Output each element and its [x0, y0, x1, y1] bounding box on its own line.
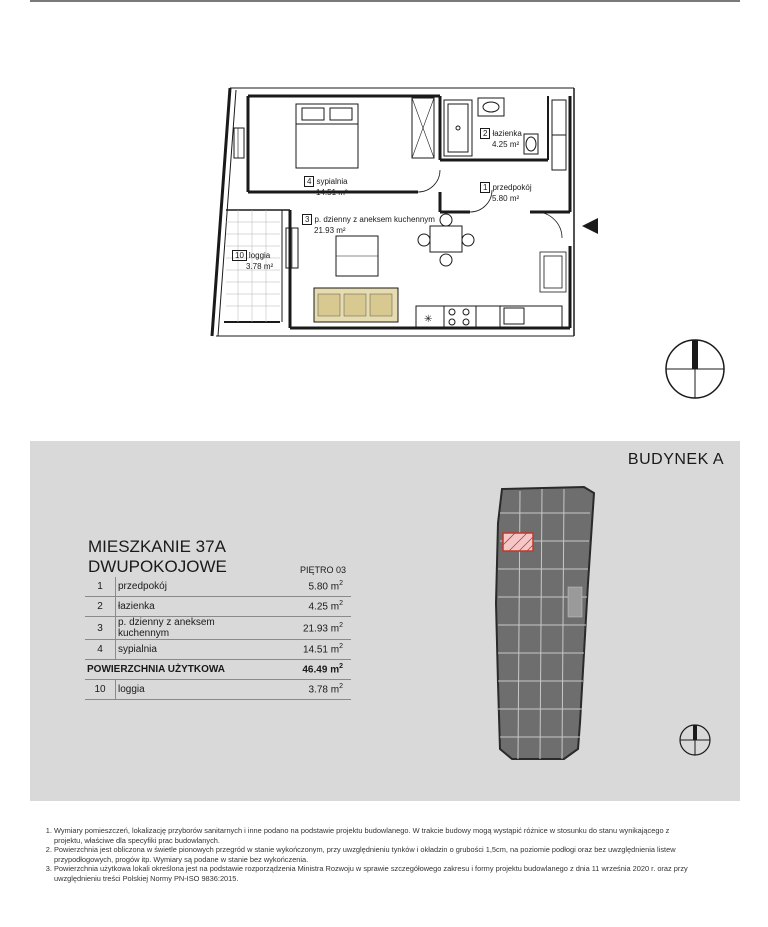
room-area-lazienka: [492, 140, 519, 149]
row-value: 14.51: [302, 644, 328, 656]
unit-sup: 2: [339, 663, 343, 671]
room-area-przedpokoj: [492, 194, 519, 203]
room-name: łazienka: [492, 129, 522, 138]
unit-sup: 2: [339, 621, 343, 629]
room-area-loggia: [246, 262, 273, 271]
table-row: [85, 640, 351, 660]
unit-sup: 2: [339, 643, 343, 651]
apartment-type: DWUPOKOJOWE: [88, 557, 227, 576]
row-value: 3.78: [308, 684, 328, 696]
area-unit: m²: [509, 140, 520, 149]
room-label-lazienka: [480, 128, 522, 139]
room-label-sypialnia: [304, 176, 348, 187]
row-value: 5.80: [308, 581, 328, 593]
row-value-cell: [267, 577, 351, 597]
room-area-sypialnia: [316, 188, 348, 197]
footnote-item: 3. Powierzchnia użytkowa lokali określona jest na podstawie rozporządzenia Ministra Rozwoju w sprawie szczegółowego zakresu i formy projektu budowlanego z dnia 11 września 2020 r. oraz przy uwzględnieniu treści Polskiej Normy PN-ISO 9836:2015.: [54, 864, 690, 883]
area-value: 4.25: [492, 140, 508, 149]
floor-plan: [0, 0, 768, 430]
row-value-cell: [267, 680, 351, 700]
area-unit: m²: [263, 262, 274, 271]
room-label-przedpokoj: [480, 182, 532, 193]
apartment-number: MIESZKANIE 37A: [88, 537, 226, 556]
room-label-dzienny: [302, 214, 435, 225]
svg-text:✳: ✳: [424, 314, 433, 325]
row-value: 21.93: [302, 623, 328, 635]
unit: m: [330, 601, 340, 613]
area-value: 3.78: [246, 262, 262, 271]
area-value: 5.80: [492, 194, 508, 203]
info-panel: [30, 441, 740, 801]
total-value-cell: [267, 660, 351, 680]
room-number: 4: [304, 176, 314, 187]
north-compass-icon: [664, 338, 726, 400]
room-number: 3: [302, 214, 312, 225]
entrance-arrow: [582, 218, 598, 234]
room-name: sypialnia: [316, 177, 348, 186]
area-unit: m²: [338, 188, 348, 197]
total-label: POWIERZCHNIA UŻYTKOWA: [85, 660, 267, 680]
row-number: 1: [85, 577, 116, 597]
footnote-item: 1. Wymiary pomieszczeń, lokalizację przyborów sanitarnych i inne podano na podstawie projektu budowlanego. W trakcie budowy mogą wystąpić różnice w stosunku do stanu wynikającego z projektu, właściwe dla specyfiki prac budowlanych.: [54, 826, 690, 845]
row-number: 3: [85, 617, 116, 640]
room-number: 10: [232, 250, 247, 261]
row-number: 4: [85, 640, 116, 660]
unit: m: [330, 581, 340, 593]
building-title: BUDYNEK A: [627, 451, 724, 468]
room-number: 1: [480, 182, 490, 193]
unit: m: [330, 623, 340, 635]
area-value: 14.51: [316, 188, 337, 197]
row-value-cell: [267, 617, 351, 640]
total-row: [85, 660, 351, 680]
row-value: 4.25: [308, 601, 328, 613]
table-row: [85, 680, 351, 700]
area-unit: m²: [509, 194, 520, 203]
row-name: p. dzienny z aneksem kuchennym: [116, 617, 268, 640]
row-number: 2: [85, 597, 116, 617]
table-row: [85, 597, 351, 617]
row-name: loggia: [116, 680, 268, 700]
rooms-table: [85, 577, 351, 700]
unit: m: [330, 644, 340, 656]
unit: m: [330, 664, 340, 676]
total-value: 46.49: [302, 664, 328, 676]
row-name: łazienka: [116, 597, 268, 617]
footnote-item: 2. Powierzchnia jest obliczona w świetle pionowych przegród w stanie wykończonym, przy uwzględnieniu tynków i okładzin o grubości 1,5cm, na poziomie podłogi oraz bez uwzględnienia listew przypodłogowych, progów itp. Wymiary są podane w stanie bez wykończenia.: [54, 845, 690, 864]
footnotes: [40, 826, 690, 883]
unit-sup: 2: [339, 683, 343, 691]
room-number: 2: [480, 128, 490, 139]
unit-sup: 2: [339, 580, 343, 588]
table-row: [85, 617, 351, 640]
floor-label: PIĘTRO 03: [300, 565, 347, 575]
row-value-cell: [267, 640, 351, 660]
room-area-dzienny: [314, 226, 346, 235]
room-name: p. dzienny z aneksem kuchennym: [314, 215, 435, 224]
row-name: przedpokój: [116, 577, 268, 597]
unit-sup: 2: [339, 600, 343, 608]
row-value-cell: [267, 597, 351, 617]
room-name: przedpokój: [492, 183, 532, 192]
apartment-title: [88, 537, 227, 577]
area-unit: m²: [336, 226, 346, 235]
unit: m: [330, 684, 340, 696]
north-compass-small-icon: [678, 723, 712, 757]
table-row: [85, 577, 351, 597]
area-value: 21.93: [314, 226, 335, 235]
row-name: sypialnia: [116, 640, 268, 660]
row-number: 10: [85, 680, 116, 700]
room-name: loggia: [248, 251, 271, 260]
room-label-loggia: [232, 250, 270, 261]
